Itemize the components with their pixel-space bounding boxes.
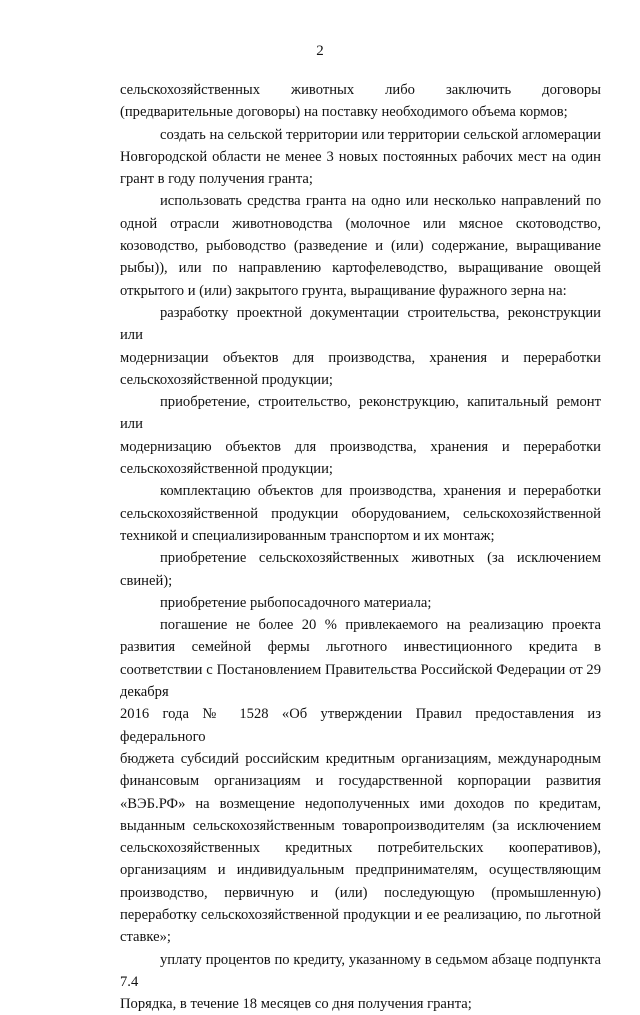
text-line: приобретение, строительство, реконструкцию, капитальный ремонт или (120, 394, 601, 433)
text-line: разработку проектной документации строительства, реконструкции или (120, 304, 601, 344)
text-line: сельскохозяйственных животных либо заключить договоры (120, 82, 601, 98)
text-line: модернизации объектов для производства, хранения и переработки (120, 349, 601, 366)
text-line: приобретение сельскохозяйственных животных (за исключением (160, 550, 601, 567)
text-line: техникой и специализированным транспортом и их монтаж; (120, 527, 495, 544)
text-line: развития семейной фермы льготного инвестиционного кредита в (120, 639, 601, 656)
text-line: Порядка, в течение 18 месяцев со дня получения гранта; (120, 996, 472, 1013)
text-line: уплату процентов по кредиту, указанному в седьмом абзаце подпункта 7.4 (120, 951, 601, 990)
text-line: грант в году получения гранта; (120, 171, 313, 188)
text-line: сельскохозяйственных кредитных потребительских кооперативов), (120, 840, 601, 857)
text-line: создать на сельской территории или территории сельской агломерации (160, 126, 601, 143)
text-line: финансовым организациям и государственной корпорации развития (120, 773, 601, 790)
text-line: рыбы)), или по направлению картофелеводство, выращивание овощей (120, 260, 601, 277)
text-line: (предварительные договоры) на поставку необходимого объема кормов; (120, 104, 568, 121)
text-line: переработку сельскохозяйственной продукции и ее реализацию, по льготной (120, 906, 601, 923)
text-line: использовать средства гранта на одно или несколько направлений по (160, 193, 601, 210)
text-line: сельскохозяйственной продукции оборудованием, сельскохозяйственной (120, 505, 601, 522)
text-line: приобретение рыбопосадочного материала; (160, 594, 432, 611)
text-line: организациям и индивидуальным предпринимателям, осуществляющим (120, 862, 601, 879)
text-line: соответствии с Постановлением Правительства Российской Федерации от 29 (120, 661, 601, 678)
text-line: козоводство, рыбоводство (разведение и (или) содержание, выращивание (120, 238, 601, 255)
text-line: сельскохозяйственной продукции; (120, 371, 333, 388)
text-line: комплектацию объектов для производства, хранения и переработки (160, 483, 601, 500)
document-body (120, 79, 601, 1015)
text-line: выданным сельскохозяйственным товаропроизводителям (за исключением (120, 817, 601, 834)
text-line: модернизацию объектов для производства, хранения и переработки (120, 438, 601, 455)
page-number: 2 (316, 43, 324, 59)
text-line: производство, первичную и (или) последующую (промышленную) (120, 884, 601, 901)
text-line: Новгородской области не менее 3 новых постоянных рабочих мест на один (120, 148, 601, 165)
text-line: свиней); (120, 572, 173, 589)
text-line: «ВЭБ.РФ» на возмещение недополученных ими доходов по кредитам, (120, 795, 601, 812)
text-line: одной отрасли животноводства (молочное или мясное скотоводство, (120, 215, 601, 232)
text-line: ставке»; (120, 929, 171, 946)
text-line: декабря (120, 684, 169, 701)
text-line: бюджета субсидий российским кредитным организациям, международным (120, 750, 601, 767)
text-line: сельскохозяйственной продукции; (120, 461, 333, 478)
text-line: открытого и (или) закрытого грунта, выращивание фуражного зерна на: (120, 282, 567, 299)
text-line: погашение не более 20 % привлекаемого на реализацию проекта (160, 617, 601, 634)
text-line: 2016 года № 1528 «Об утверждении Правил предоставления из федерального (120, 706, 601, 745)
